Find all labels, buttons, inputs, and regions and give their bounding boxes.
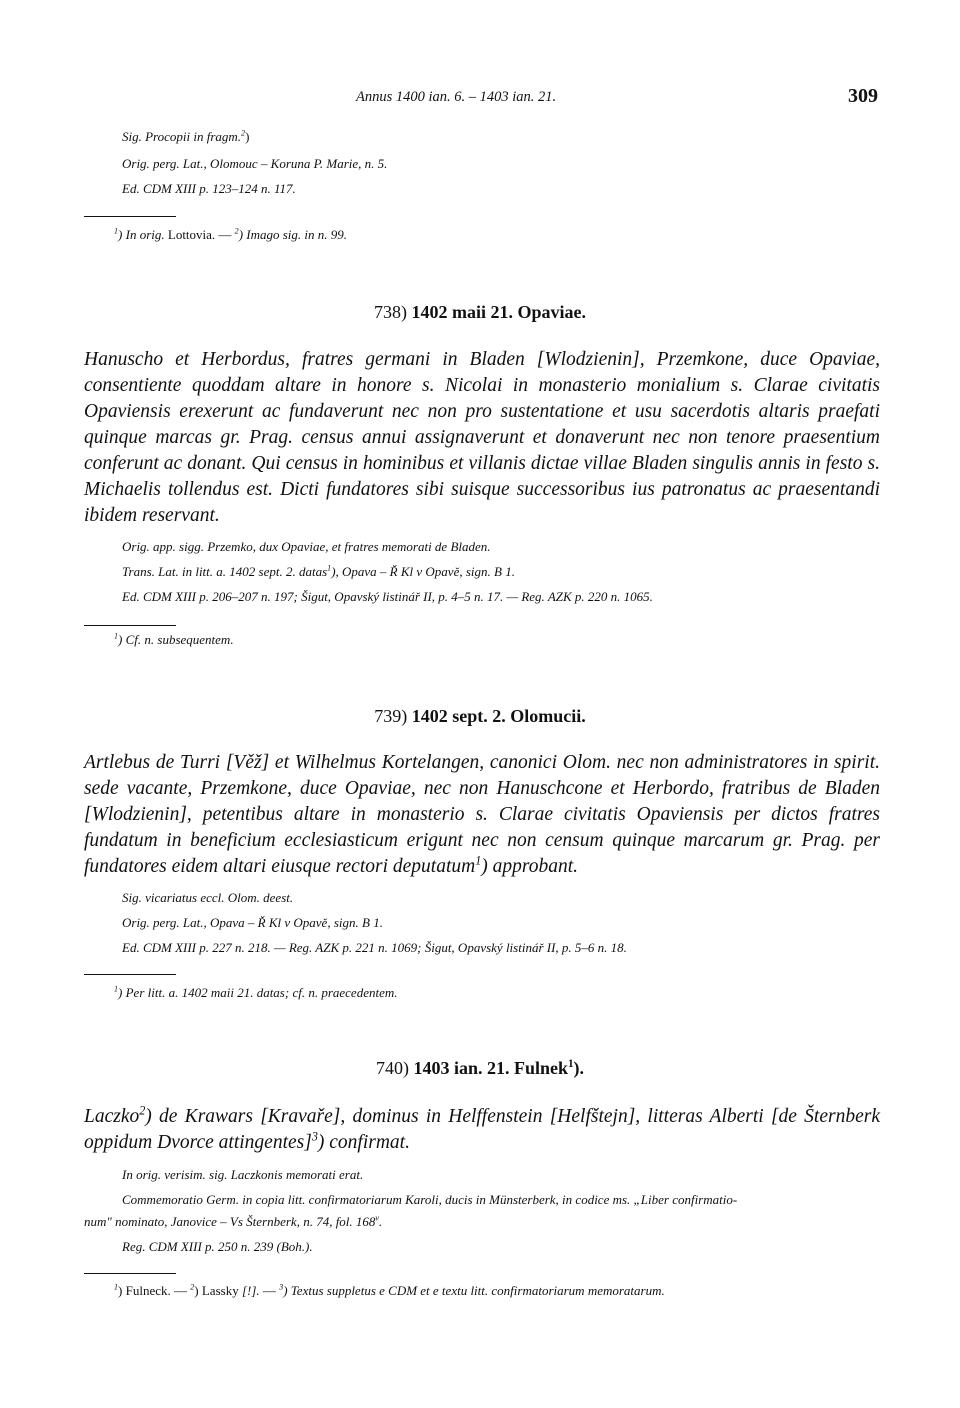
prev-fn1-word: Lottovia.: [167, 227, 216, 242]
doc739-fn-text: ) Per litt. a. 1402 maii 21. datas; cf. n. praecedentem.: [118, 985, 398, 1000]
running-title: Annus 1400 ian. 6. – 1403 ian. 21.: [356, 89, 557, 105]
doc738-heading: [0, 302, 960, 323]
doc740-fn1-text: ) Fulneck.: [118, 1283, 171, 1298]
doc740-fn3-text: ) Textus suppletus e CDM et e textu litt. confirmatoriarum memoratarum.: [283, 1283, 665, 1298]
doc738-footnote: [114, 632, 234, 648]
prev-sig: Sig. Procopii in fragm.: [122, 129, 242, 144]
doc740-regest-a: Laczko: [84, 1106, 140, 1127]
prev-fn2-text: ) Imago sig. in n. 99.: [238, 227, 348, 242]
prev-fn-separator: —: [215, 227, 235, 242]
doc740-comm-2-sup: v: [375, 1213, 379, 1223]
doc738-trans-mark: 1: [327, 563, 332, 573]
doc740-fn1-mark: 1: [114, 1282, 119, 1292]
doc739-heading: [0, 706, 960, 727]
doc740-commemoratio-2: [84, 1214, 382, 1230]
doc740-fn-separator: —: [259, 1283, 280, 1298]
doc739-regest-mark: 1: [475, 853, 482, 868]
footnote-rule: [84, 625, 176, 626]
doc740-commemoratio-1: Commemoratio Germ. in copia litt. confirmatoriarum Karoli, ducis in Münsterberk, in codice ms. „Liber confirmatio-: [122, 1192, 738, 1207]
doc740-regest: [84, 1104, 880, 1156]
prev-orig: Orig. perg. Lat., Olomouc – Koruna P. Marie, n. 5.: [122, 156, 388, 171]
footnote-rule: [84, 1273, 176, 1274]
doc738-number: 738): [374, 302, 407, 322]
doc740-date: 1403 ian. 21. Fulnek: [413, 1058, 568, 1078]
doc740-regest-c: ) confirmat.: [317, 1132, 410, 1153]
doc739-date: 1402 sept. 2. Olomucii.: [411, 706, 586, 726]
doc740-regest-b: ) de Krawars [Kravaře], dominus in Helffenstein [Helfštejn], litteras Alberti [de Šternberk oppidum Dvorce attingentes]: [84, 1106, 880, 1153]
doc739-fn-mark: 1: [114, 984, 119, 994]
prev-fn1-mark: 1: [114, 226, 119, 236]
prev-fn2-mark: 2: [234, 226, 239, 236]
doc739-regest: [84, 750, 880, 880]
prev-ed: Ed. CDM XIII p. 123–124 n. 117.: [122, 181, 296, 196]
doc740-reg: Reg. CDM XIII p. 250 n. 239 (Boh.).: [122, 1239, 313, 1254]
doc738-fn-text: ) Cf. n. subsequentem.: [118, 632, 234, 647]
doc740-date-mark: 1: [567, 1058, 574, 1070]
footnote-rule: [84, 974, 176, 975]
doc738-trans-b: ), Opava – Ř Kl v Opavě, sign. B 1.: [331, 564, 515, 579]
doc739-footnote: [114, 985, 397, 1001]
doc740-footnotes: [114, 1283, 665, 1299]
doc740-fn2-mark: 2: [190, 1282, 195, 1292]
footnote-rule: [84, 216, 176, 217]
doc739-regest-end: ) approbant.: [481, 856, 579, 877]
page-number: 309: [848, 85, 878, 107]
doc740-comm-2-text: num" nominato, Janovice – Vs Šternberk, n. 74, fol. 168: [84, 1214, 376, 1229]
doc740-number: 740): [375, 1058, 409, 1078]
doc738-regest-text: Hanuscho et Herbordus, fratres germani in Bladen [Wlodzienin], Przemkone, duce Opaviae, consentiente quoddam altare in honore s. Nicolai in monasterio monialium s. Clarae civitatis Opaviensis erexerunt ac fundaverunt nec non pro sustentatione et usu sacerdotis altaris praefati quinque marcas gr. Prag. census annui assignaverunt et donaverunt nec non tenore praesentium conferunt ac donant. Qui census in hominibus et villanis dictae villae Bladen singulis annis in festo s. Michaelis tollendus est. Dicti fundatores sibi suisque successoribus ius patronatus ac praesentandi ibidem reservant.: [84, 349, 880, 526]
prev-fn1-text: ) In orig.: [118, 227, 165, 242]
doc740-comm-2-end: .: [379, 1214, 383, 1229]
doc739-orig: Orig. perg. Lat., Opava – Ř Kl v Opavě, sign. B 1.: [122, 915, 383, 930]
doc738-date: 1402 maii 21. Opaviae.: [411, 302, 586, 322]
doc738-trans-a: Trans. Lat. in litt. a. 1402 sept. 2. datas: [122, 564, 328, 579]
doc739-sig: Sig. vicariatus eccl. Olom. deest.: [122, 890, 294, 905]
doc739-ed: Ed. CDM XIII p. 227 n. 218. — Reg. AZK p. 221 n. 1069; Šigut, Opavský listinář II, p. 5–6 n. 18.: [122, 940, 627, 955]
doc740-regest-mark3: 3: [311, 1129, 318, 1144]
doc738-ed: Ed. CDM XIII p. 206–207 n. 197; Šigut, Opavský listinář II, p. 4–5 n. 17. — Reg. AZK p. 220 n. 1065.: [122, 589, 653, 604]
doc740-regest-mark2: 2: [139, 1103, 146, 1118]
doc740-fn-separator: —: [170, 1283, 191, 1298]
doc740-heading: [0, 1058, 960, 1079]
prev-sig-note: 2: [241, 128, 246, 138]
doc740-date-end: ).: [573, 1058, 585, 1078]
prev-sig-line: Sig. Procopii in fragm.$^2$): [122, 128, 250, 144]
doc740-fn3-mark: 3: [279, 1282, 284, 1292]
doc740-orig: In orig. verisim. sig. Laczkonis memorati erat.: [122, 1167, 364, 1182]
doc740-fn2-note: [!].: [238, 1283, 260, 1298]
doc738-trans-line: [122, 564, 515, 580]
doc740-fn2-text: ) Lassky: [194, 1283, 239, 1298]
prev-footnotes: [114, 227, 347, 243]
doc738-fn-mark: 1: [114, 631, 119, 641]
doc738-regest: [84, 347, 880, 529]
doc738-orig: Orig. app. sigg. Przemko, dux Opaviae, et fratres memorati de Bladen.: [122, 539, 491, 554]
doc739-number: 739): [374, 706, 408, 726]
doc739-regest-text: Artlebus de Turri [Věž] et Wilhelmus Kortelangen, canonici Olom. nec non administratores in spirit. sede vacante, Przemkone, duce Opaviae, nec non Hanuschcone et Herbordo, fratribus de Bladen [Wlodzienin], petentibus altare in monasterio s. Clarae civitatis Opaviensis per dictos fratres fundatum in beneficium ecclesiasticum erigunt nec non censum quinque marcarum gr. Prag. per fundatores eidem altari eiusque rectori deputatum: [84, 752, 880, 877]
